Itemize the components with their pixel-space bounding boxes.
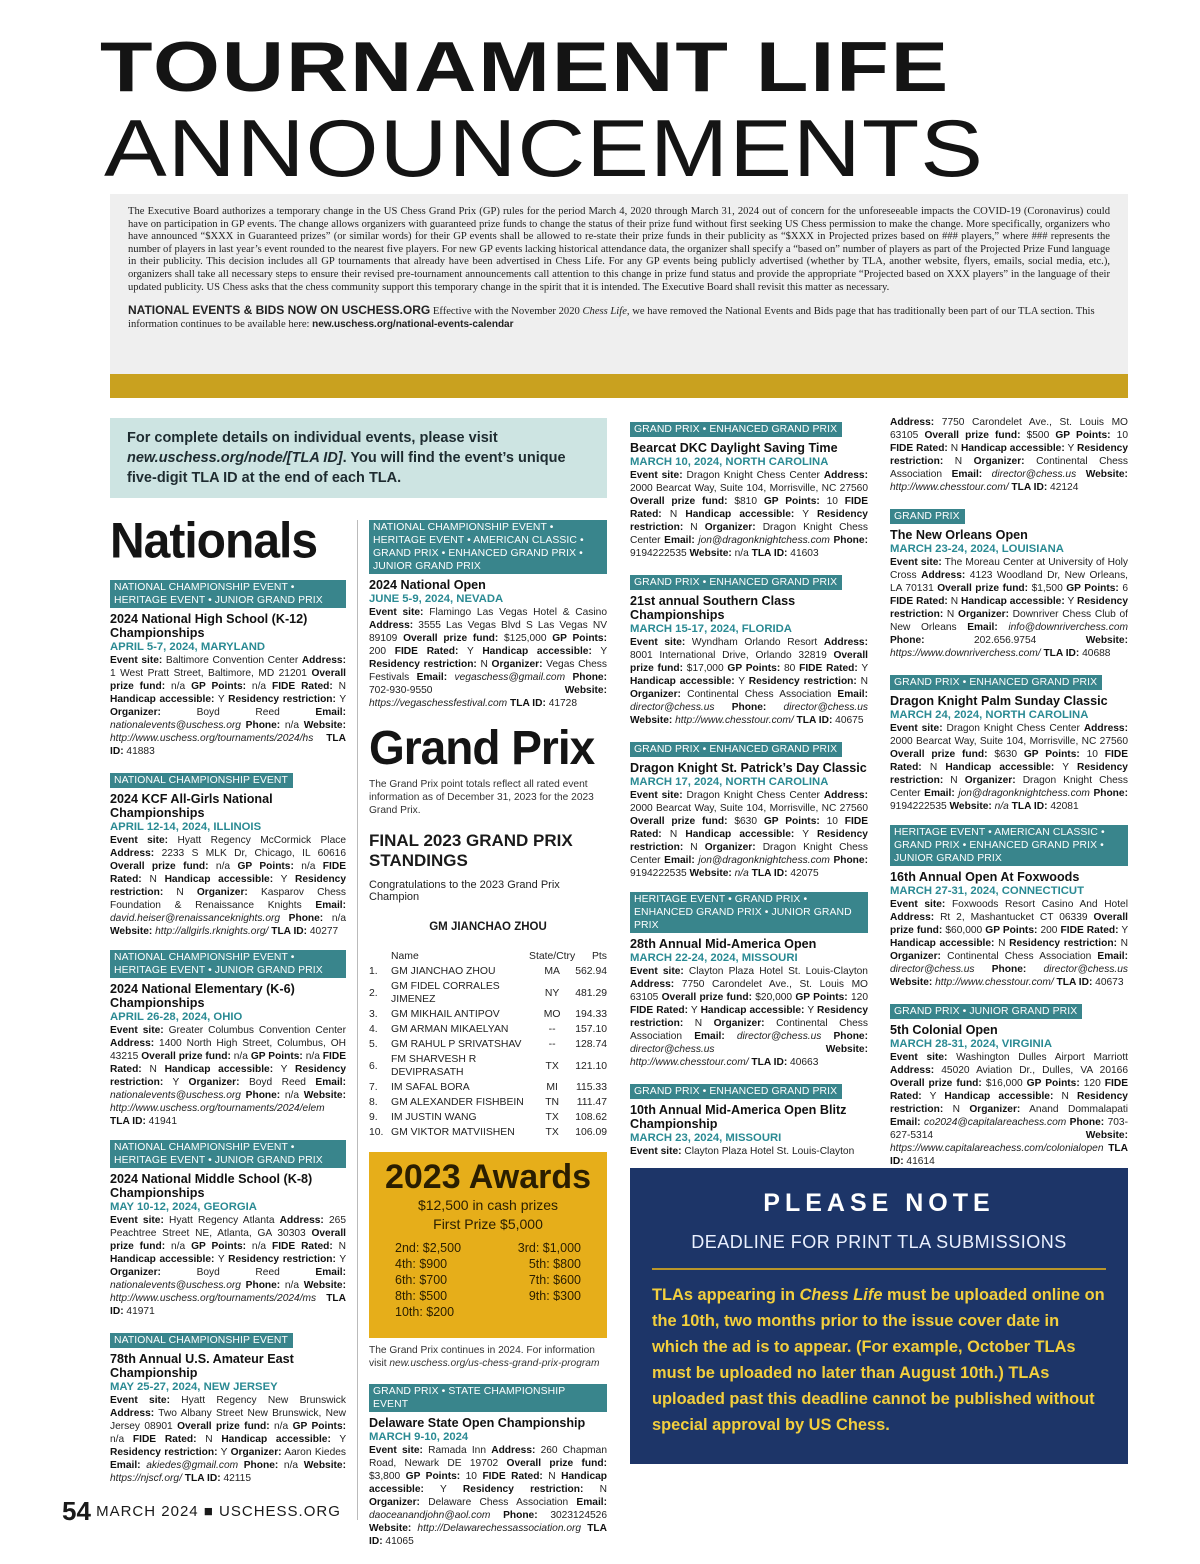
grand-prix-continues: The Grand Prix continues in 2024. For information visit new.uschess.org/us-chess-grand-prix-program	[369, 1345, 600, 1369]
details-line1: For complete details on individual events, please visit	[127, 430, 498, 446]
tla-entry	[630, 892, 868, 1069]
event-title: 2024 National Middle School (K-8) Championships	[110, 1172, 313, 1200]
grand-prix-column	[369, 520, 607, 1560]
awards-first-prize: First Prize $5,000	[433, 1216, 543, 1232]
tla-entry	[890, 506, 1128, 660]
standings-row: 1. GM JIANCHAO ZHOU MA 562.94	[369, 966, 607, 977]
footer-text: MARCH 2024 ■ USCHESS.ORG	[96, 1503, 341, 1520]
event-date: MARCH 24, 2024, NORTH CAROLINA	[890, 709, 1089, 721]
event-details: Event site: Foxwoods Resort Casino And Hotel Address: Rt 2, Mashantucket CT 06339 Overall prize fund: $60,000 GP Points: 200 FIDE Rated: Y Handicap accessible: N Residency restriction: N Organizer: Continental Chess Association Email: director@chess.us Phone: director@chess.us Website: http://www.chesstour.com/ TLA ID: 40673	[890, 899, 1128, 988]
award-row: 2nd: $2,500 3rd: $1,000	[395, 1241, 581, 1255]
tla-entry	[369, 1384, 607, 1548]
event-tags: NATIONAL CHAMPIONSHIP EVENT • HERITAGE EVENT • JUNIOR GRAND PRIX	[110, 1140, 346, 1168]
tla-entry	[110, 580, 346, 758]
award-row: 4th: $900 5th: $800	[395, 1257, 581, 1271]
tla-entry	[630, 1081, 868, 1158]
event-tags: GRAND PRIX • ENHANCED GRAND PRIX	[630, 1084, 842, 1099]
event-date: MARCH 27-31, 2024, CONNECTICUT	[890, 885, 1084, 897]
tla-entry	[890, 825, 1128, 989]
event-tags: NATIONAL CHAMPIONSHIP EVENT • HERITAGE EVENT • JUNIOR GRAND PRIX	[110, 950, 346, 978]
event-title: 5th Colonial Open	[890, 1023, 998, 1037]
awards-box	[369, 1152, 607, 1338]
event-details: Event site: Clayton Plaza Hotel St. Louis-Clayton Address: 7750 Carondelet Ave., St. Louis MO 63105 Overall prize fund: $20,000 GP Points: 120 FIDE Rated: Y Handicap accessible: Y Residency restriction: N Organizer: Continental Chess Association Email: director@chess.us Phone: director@chess.us Website: http://www.chesstour.com/ TLA ID: 40663	[630, 966, 869, 1068]
please-note-box	[630, 1168, 1128, 1464]
standings-row: 9. IM JUSTIN WANG TX 108.62	[369, 1112, 607, 1123]
event-date: MARCH 9-10, 2024	[369, 1431, 469, 1443]
event-title: 2024 National Elementary (K-6) Championships	[110, 982, 295, 1010]
event-details: Event site: Dragon Knight Chess Center Address: 2000 Bearcat Way, Suite 104, Morrisville, NC 27560 Overall prize fund: $630 GP Points: 10 FIDE Rated: N Handicap accessible: Y Residency restriction: N Organizer: Dragon Knight Chess Center Email: jon@dragonknightchess.com Phone: 9194222535 Website: n/a TLA ID: 42081	[890, 723, 1128, 812]
tla-entry	[110, 950, 346, 1128]
event-date: MARCH 23, 2024, MISSOURI	[630, 1132, 782, 1144]
nationals-heading: Nationals	[110, 513, 318, 570]
event-tags: HERITAGE EVENT • AMERICAN CLASSIC • GRAND PRIX • ENHANCED GRAND PRIX • JUNIOR GRAND PRIX	[890, 825, 1128, 866]
event-date: JUNE 5-9, 2024, NEVADA	[369, 593, 504, 605]
award-row: 10th: $200	[395, 1305, 455, 1319]
header-title-line1: TOURNAMENT LIFE	[100, 27, 951, 107]
tla-continued-body: Address: 7750 Carondelet Ave., St. Louis MO 63105 Overall prize fund: $500 GP Points: 10 FIDE Rated: N Handicap accessible: Y Residency restriction: N Organizer: Continental Chess Association Email: director@chess.us Website: http://www.chesstour.com/ TLA ID: 42124	[890, 417, 1128, 493]
event-tags: NATIONAL CHAMPIONSHIP EVENT	[110, 1333, 293, 1348]
events-column-4	[890, 416, 1128, 1180]
event-title: 10th Annual Mid-America Open Blitz Championship	[630, 1103, 847, 1131]
event-date: APRIL 12-14, 2024, ILLINOIS	[110, 821, 262, 833]
column-divider	[357, 520, 358, 1520]
award-row: 8th: $500 9th: $300	[395, 1289, 581, 1303]
awards-title: 2023 Awards	[384, 1158, 592, 1196]
event-details: Event site: Hyatt Regency New Brunswick Address: Two Albany Street New Brunswick, New Jersey 08901 Overall prize fund: n/a GP Points: n/a FIDE Rated: N Handicap accessible: Y Residency restriction: Y Organizer: Aaron Kiedes Email: akiedes@gmail.com Phone: n/a Website: https://njscf.org/ TLA ID: 42115	[110, 1395, 346, 1484]
event-details: Event site: Dragon Knight Chess Center Address: 2000 Bearcat Way, Suite 104, Morrisville, NC 27560 Overall prize fund: $630 GP Points: 10 FIDE Rated: N Handicap accessible: Y Residency restriction: N Organizer: Dragon Knight Chess Center Email: jon@dragonknightchess.com Phone: 9194222535 Website: n/a TLA ID: 42075	[630, 790, 868, 879]
col-header-pts: Pts	[591, 951, 607, 962]
event-details: Event site: The Moreau Center at University of Holy Cross Address: 4123 Woodland Dr, New Orleans, LA 70131 Overall prize fund: $1,500 GP Points: 6 FIDE Rated: N Handicap accessible: Y Residency restriction: N Organizer: Downriver Chess Club of New Orleans Email: info@downriverchess.com Phone: 202.656.9754 Website: https://www.downriverchess.com/ TLA ID: 40688	[890, 557, 1129, 659]
standings-title: FINAL 2023 GRAND PRIX STANDINGS	[369, 831, 573, 870]
event-date: MARCH 22-24, 2024, MISSOURI	[630, 952, 798, 964]
event-details: Event site: Hyatt Regency McCormick Place Address: 2233 S MLK Dr, Chicago, IL 60616 Overall prize fund: n/a GP Points: n/a FIDE Rated: N Handicap accessible: Y Residency restriction: N Organizer: Kasparov Chess Foundation & Renaissance Knights Email: david.heiser@renaissanceknights.org Phone: n/a Website: http://allgirls.rknights.org/ TLA ID: 40277	[110, 835, 346, 937]
award-row: 6th: $700 7th: $600	[395, 1273, 581, 1287]
event-tags: NATIONAL CHAMPIONSHIP EVENT • HERITAGE EVENT • AMERICAN CLASSIC • GRAND PRIX • ENHANCED GRAND PRIX • JUNIOR GRAND PRIX	[369, 520, 607, 574]
event-date: MARCH 28-31, 2024, VIRGINIA	[890, 1038, 1052, 1050]
details-line3: five-digit TLA ID at the end of each TLA.	[127, 470, 402, 486]
notice-chess-life: Chess Life,	[582, 306, 630, 318]
tla-entry	[630, 572, 868, 727]
event-tags: HERITAGE EVENT • GRAND PRIX • ENHANCED GRAND PRIX • JUNIOR GRAND PRIX	[630, 892, 868, 933]
event-date: MAY 10-12, 2024, GEORGIA	[110, 1201, 257, 1213]
note-divider	[652, 1268, 1106, 1270]
standings-row: 6. FM SHARVESH R DEVIPRASATH TX 121.10	[369, 1054, 607, 1078]
standings-row: 4. GM ARMAN MIKAELYAN -- 157.10	[369, 1024, 607, 1035]
standings-row: 8. GM ALEXANDER FISHBEIN TN 111.47	[369, 1097, 607, 1108]
event-tags: GRAND PRIX • ENHANCED GRAND PRIX	[630, 422, 842, 437]
standings-row: 5. GM RAHUL P SRIVATSHAV -- 128.74	[369, 1039, 607, 1050]
tla-entry	[890, 1001, 1128, 1168]
event-date: APRIL 5-7, 2024, MARYLAND	[110, 641, 266, 653]
details-line2: . You will find the event’s unique	[342, 450, 566, 466]
event-tags: GRAND PRIX	[890, 509, 965, 524]
event-details: Event site: Wyndham Orlando Resort Address: 8001 International Drive, Orlando 32819 Overall prize fund: $17,000 GP Points: 80 FIDE Rated: Y Handicap accessible: Y Residency restriction: N Organizer: Continental Chess Association Email: director@chess.us Phone: director@chess.us Website: http://www.chesstour.com/ TLA ID: 40675	[630, 637, 869, 726]
congrats-text: Congratulations to the 2023 Grand Prix Champion	[369, 879, 560, 903]
tla-entry	[110, 1140, 346, 1318]
event-title: 2024 KCF All-Girls National Championships	[110, 792, 273, 820]
event-tags: NATIONAL CHAMPIONSHIP EVENT	[110, 773, 293, 788]
event-details: Event site: Clayton Plaza Hotel St. Louis-Clayton	[630, 1146, 855, 1157]
event-tags: GRAND PRIX • JUNIOR GRAND PRIX	[890, 1004, 1082, 1019]
tla-entry	[630, 739, 868, 880]
tla-entry	[890, 672, 1128, 813]
event-title: 2024 National High School (K-12) Championships	[110, 612, 308, 640]
event-tags: GRAND PRIX • ENHANCED GRAND PRIX	[630, 575, 842, 590]
col-header-name: Name	[391, 951, 419, 962]
event-title: 78th Annual U.S. Amateur East Championship	[110, 1352, 294, 1380]
event-date: MAY 25-27, 2024, NEW JERSEY	[110, 1381, 278, 1393]
details-box	[110, 418, 607, 498]
event-date: MARCH 17, 2024, NORTH CAROLINA	[630, 776, 829, 788]
event-details: Event site: Hyatt Regency Atlanta Address: 265 Peachtree Street NE, Atlanta, GA 30303 Overall prize fund: n/a GP Points: n/a FIDE Rated: N Handicap accessible: Y Residency restriction: Y Organizer: Boyd Reed Email: nationalevents@uschess.org Phone: n/a Website: http://www.uschess.org/tournaments/2024/ms TLA ID: 41971	[110, 1215, 347, 1317]
event-title: Dragon Knight Palm Sunday Classic	[890, 694, 1108, 708]
event-details: Event site: Ramada Inn Address: 260 Chapman Road, Newark DE 19702 Overall prize fund: $3,800 GP Points: 10 FIDE Rated: N Handicap accessible: Y Residency restriction: N Organizer: Delaware Chess Association Email: daoceanandjohn@aol.com Phone: 3023124526 Website: http://Delawarechessassociation.org TLA ID: 41065	[369, 1445, 608, 1547]
event-title: Delaware State Open Championship	[369, 1416, 586, 1430]
page-number: 54	[62, 1496, 91, 1526]
footer	[62, 1496, 341, 1527]
event-title: Dragon Knight St. Patrick’s Day Classic	[630, 761, 867, 775]
note-subtitle: DEADLINE FOR PRINT TLA SUBMISSIONS	[691, 1232, 1067, 1252]
awards-cash: $12,500 in cash prizes	[417, 1197, 559, 1213]
standings-row: 7. IM SAFAL BORA MI 115.33	[369, 1082, 607, 1093]
event-tags: GRAND PRIX • STATE CHAMPIONSHIP EVENT	[369, 1384, 607, 1412]
events-column-3	[630, 419, 868, 1170]
event-title: 2024 National Open	[369, 578, 486, 592]
national-events-link[interactable]: new.uschess.org/national-events-calendar	[312, 319, 514, 331]
champion-name: GM JIANCHAO ZHOU	[429, 921, 547, 933]
event-date: MARCH 10, 2024, NORTH CAROLINA	[630, 456, 829, 468]
event-details: Event site: Flamingo Las Vegas Hotel & Casino Address: 3555 Las Vegas Blvd S Las Vegas NV 89109 Overall prize fund: $125,000 GP Points: 200 FIDE Rated: Y Handicap accessible: Y Residency restriction: N Organizer: Vegas Chess Festivals Email: vegaschess@gmail.com Phone: 702-930-9550 Website: https://vegaschessfestival.com TLA ID: 41728	[369, 607, 608, 709]
note-body: TLAs appearing in Chess Life must be uploaded online on the 10th, two months prior to the issue cover date in which the ad is to appear. (For example, October TLAs must be uploaded no later than August 10th.) TLAs uploaded past this deadline cannot be published without special approval by US Chess.	[652, 1286, 1105, 1434]
event-title: Bearcat DKC Daylight Saving Time	[630, 441, 838, 455]
standings-row: 10. GM VIKTOR MATVIISHEN TX 106.09	[369, 1127, 607, 1138]
grand-prix-heading: Grand Prix	[369, 719, 595, 775]
event-date: MARCH 23-24, 2024, LOUISIANA	[890, 543, 1064, 555]
standings-row: 2. GM FIDEL CORRALES JIMENEZ NY 481.29	[369, 981, 607, 1005]
nationals-column	[110, 580, 346, 1497]
header-title-line2: ANNOUNCEMENTS	[104, 102, 984, 194]
national-events-notice	[128, 304, 1110, 331]
tla-entry	[630, 419, 868, 560]
event-details: Event site: Washington Dulles Airport Marriott Address: 45020 Aviation Dr., Dulles, VA 20166 Overall prize fund: $16,000 GP Points: 120 FIDE Rated: Y Handicap accessible: N Residency restriction: N Organizer: Anand Dommalapati Email: co2024@capitalareachess.com Phone: 703-627-5314 Website: https://www.capitalareachess.com/colonialopen TLA ID: 41614	[890, 1052, 1128, 1167]
tla-entry	[110, 770, 346, 938]
tla-entry	[369, 520, 607, 710]
event-details: Event site: Greater Columbus Convention Center Address: 1400 North High Street, Columbus, OH 43215 Overall prize fund: n/a GP Points: n/a FIDE Rated: N Handicap accessible: Y Residency restriction: Y Organizer: Boyd Reed Email: nationalevents@uschess.org Phone: n/a Website: http://www.uschess.org/tournaments/2024/elem TLA ID: 41941	[110, 1025, 346, 1127]
intro-box	[110, 194, 1128, 374]
notice-text-2: we have removed the National Events and Bids page that has traditionally been part of our TLA section. This information continues to be available here:	[128, 306, 1095, 331]
event-title: 16th Annual Open At Foxwoods	[890, 870, 1080, 884]
tla-url[interactable]: new.uschess.org/node/[TLA ID]	[127, 450, 343, 466]
event-title: 28th Annual Mid-America Open	[630, 937, 817, 951]
event-title: 21st annual Southern Class Championships	[630, 594, 796, 622]
intro-text: The Executive Board authorizes a temporary change in the US Chess Grand Prix (GP) rules for the period March 4, 2020 through March 31, 2024 out of concern for the unforeseeable impacts the COVID-19 (Coronavirus) could have on participation in GP events. The change allows organizers with guaranteed prize funds to change the status of their prize fund without first seeking US Chess permission to make the change. More specifically, organizers who have announced “$XXX in Guaranteed prizes” (or similar words) for their GP events shall be allowed to re-state their prize funds in their publicity as “$XXX in Projected prizes based on ### players,” where ### represents the number of players in last year’s event rounded to the nearest five players. For new GP events lacking historical attendance data, the organizer shall specify a “based on” number of players as part of the Projected Prize Fund language in their publicity. This decision includes all GP tournaments that already have been advertised in Chess Life. For any GP events being publicly advertised (whether by TLA, another website, flyers, emails, social media, etc.), organizers shall take all necessary steps to ensure their revised pre-tournament announcements call attention to this change in prize fund status and provide the appropriate “Projected based on XXX players” in the language of their updated publicity. US Chess asks that the chess community support this temporary change in the spirit that it is intended. The Executive Board shall revisit this matter as necessary.	[128, 206, 1110, 293]
event-details: Event site: Dragon Knight Chess Center Address: 2000 Bearcat Way, Suite 104, Morrisville, NC 27560 Overall prize fund: $810 GP Points: 10 FIDE Rated: N Handicap accessible: Y Residency restriction: N Organizer: Dragon Knight Chess Center Email: jon@dragonknightchess.com Phone: 9194222535 Website: n/a TLA ID: 41603	[630, 470, 868, 559]
standings-row: 3. GM MIKHAIL ANTIPOV MO 194.33	[369, 1009, 607, 1020]
event-date: APRIL 26-28, 2024, OHIO	[110, 1011, 243, 1023]
col-header-state: State/Ctry	[529, 951, 576, 962]
national-events-title: NATIONAL EVENTS & BIDS NOW ON USCHESS.ORG	[128, 303, 431, 318]
grand-prix-intro: The Grand Prix point totals reflect all rated event information as of December 31, 2023 for the 2023 Grand Prix.	[369, 779, 594, 816]
event-date: MARCH 15-17, 2024, FLORIDA	[630, 623, 792, 635]
event-tags: GRAND PRIX • ENHANCED GRAND PRIX	[630, 742, 842, 757]
note-title: PLEASE NOTE	[763, 1189, 995, 1217]
event-tags: NATIONAL CHAMPIONSHIP EVENT • HERITAGE EVENT • JUNIOR GRAND PRIX	[110, 580, 346, 608]
gold-divider	[110, 374, 1128, 398]
event-tags: GRAND PRIX • ENHANCED GRAND PRIX	[890, 675, 1102, 690]
event-title: The New Orleans Open	[890, 528, 1028, 542]
event-details: Event site: Baltimore Convention Center Address: 1 West Pratt Street, Baltimore, MD 21201 Overall prize fund: n/a GP Points: n/a FIDE Rated: N Handicap accessible: Y Residency restriction: Y Organizer: Boyd Reed Email: nationalevents@uschess.org Phone: n/a Website: http://www.uschess.org/tournaments/2024/hs TLA ID: 41883	[110, 655, 347, 757]
tla-entry	[110, 1330, 346, 1485]
grand-prix-link[interactable]: new.uschess.org/us-chess-grand-prix-program	[389, 1358, 600, 1369]
notice-text: Effective with the November 2020	[430, 306, 583, 318]
standings-table	[369, 949, 607, 1140]
